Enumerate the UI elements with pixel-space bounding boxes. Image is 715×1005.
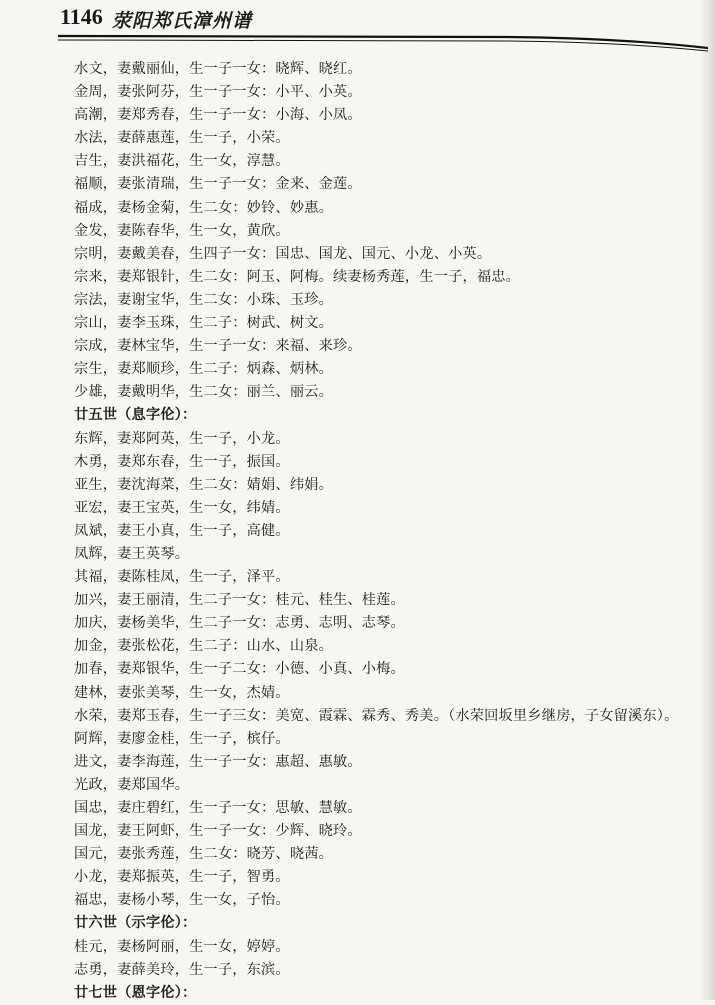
page-number: 1146 [60,4,103,29]
genealogy-entry: 福成，妻杨金菊，生二女：妙铃、妙惠。 [74,199,333,216]
genealogy-entry: 水法，妻薛惠莲，生一子，小荣。 [74,130,290,147]
genealogy-entry: 桂元，妻杨阿丽，生一女，婷婷。 [74,938,290,955]
genealogy-entry: 福忠，妻杨小琴，生一女，子怡。 [74,892,290,909]
genealogy-entry: 加金，妻张松花，生二子：山水、山泉。 [74,638,333,655]
generation-heading: 廿五世（息字伦）： [74,407,197,424]
genealogy-entry: 高潮，妻郑秀春，生一子一女：小海、小凤。 [74,107,362,124]
header-rule [58,34,708,52]
genealogy-entry: 宗山，妻李玉珠，生二子：树武、树文。 [74,315,333,332]
genealogy-entry: 宗法，妻谢宝华，生二女：小珠、玉珍。 [74,291,333,308]
genealogy-entry: 东辉，妻郑阿英，生一子，小龙。 [74,430,290,447]
genealogy-entry: 建林，妻张美琴，生一女，杰婧。 [74,684,290,701]
genealogy-entry: 阿辉，妻廖金桂，生一子，槟仔。 [74,730,290,747]
genealogy-entry: 宗来，妻郑银针，生二女：阿玉、阿梅。续妻杨秀莲，生一子，福忠。 [74,268,521,285]
genealogy-entry: 木勇，妻郑东春，生一子，振国。 [74,453,290,470]
genealogy-entry: 其福，妻陈桂凤，生一子，泽平。 [74,569,290,586]
generation-heading: 廿七世（恩字伦）： [74,984,197,1001]
genealogy-entry: 加兴，妻王丽清，生二子一女：桂元、桂生、桂莲。 [74,592,405,609]
genealogy-entry: 加春，妻郑银华，生一子二女：小德、小真、小梅。 [74,661,405,678]
genealogy-entry: 水荣，妻郑玉春，生一子三女：美宽、霞霖、霖秀、秀美。（水荣回坂里乡继房，子女留溪东）。 [74,707,679,724]
genealogy-entry: 水文，妻戴丽仙，生一子一女：晓辉、晓红。 [74,61,362,77]
genealogy-entry-list [74,58,704,1005]
genealogy-entry: 光政，妻郑国华。 [74,776,190,793]
genealogy-entry: 凤斌，妻王小真，生一子，高健。 [74,522,290,539]
genealogy-entry: 金发，妻陈春华，生一女，黄欣。 [74,222,290,239]
genealogy-entry: 宗明，妻戴美春，生四子一女：国忠、国龙、国元、小龙、小英。 [74,245,492,262]
genealogy-entry: 国忠，妻庄碧红，生一子一女：思敏、慧敏。 [74,800,362,816]
genealogy-entry: 加庆，妻杨美华，生二子一女：志勇、志明、志琴。 [74,615,405,632]
genealogy-entry: 国元，妻张秀莲，生二女：晓芳、晓茜。 [74,846,333,863]
genealogy-entry: 亚生，妻沈海菜，生二女：婧娟、纬娟。 [74,476,333,493]
generation-heading: 廿六世（示字伦）： [74,915,197,932]
genealogy-entry: 志勇，妻薛美玲，生一子，东滨。 [74,961,290,978]
genealogy-entry: 少雄，妻戴明华，生二女：丽兰、丽云。 [74,384,333,401]
genealogy-entry: 宗生，妻郑顺珍，生二子：炳森、炳林。 [74,361,333,378]
genealogy-entry: 小龙，妻郑振英，生一子，智勇。 [74,869,290,886]
genealogy-entry: 宗成，妻林宝华，生一子一女：来福、来珍。 [74,338,362,355]
genealogy-entry: 国龙，妻王阿虾，生一子一女：少辉、晓玲。 [74,823,362,840]
book-title: 荥阳郑氏漳州谱 [112,10,253,32]
genealogy-entry: 金周，妻张阿芬，生一子一女：小平、小英。 [74,84,362,101]
genealogy-entry: 福顺，妻张清瑞，生一子一女：金来、金莲。 [74,176,362,193]
genealogy-entry: 凤辉，妻王英琴。 [74,545,190,562]
genealogy-entry: 吉生，妻洪福花，生一女，淳慧。 [74,153,290,170]
genealogy-entry: 亚宏，妻王宝英，生一女，纬婧。 [74,499,290,516]
genealogy-entry: 进文，妻李海莲，生一子一女：惠超、惠敏。 [74,753,362,770]
